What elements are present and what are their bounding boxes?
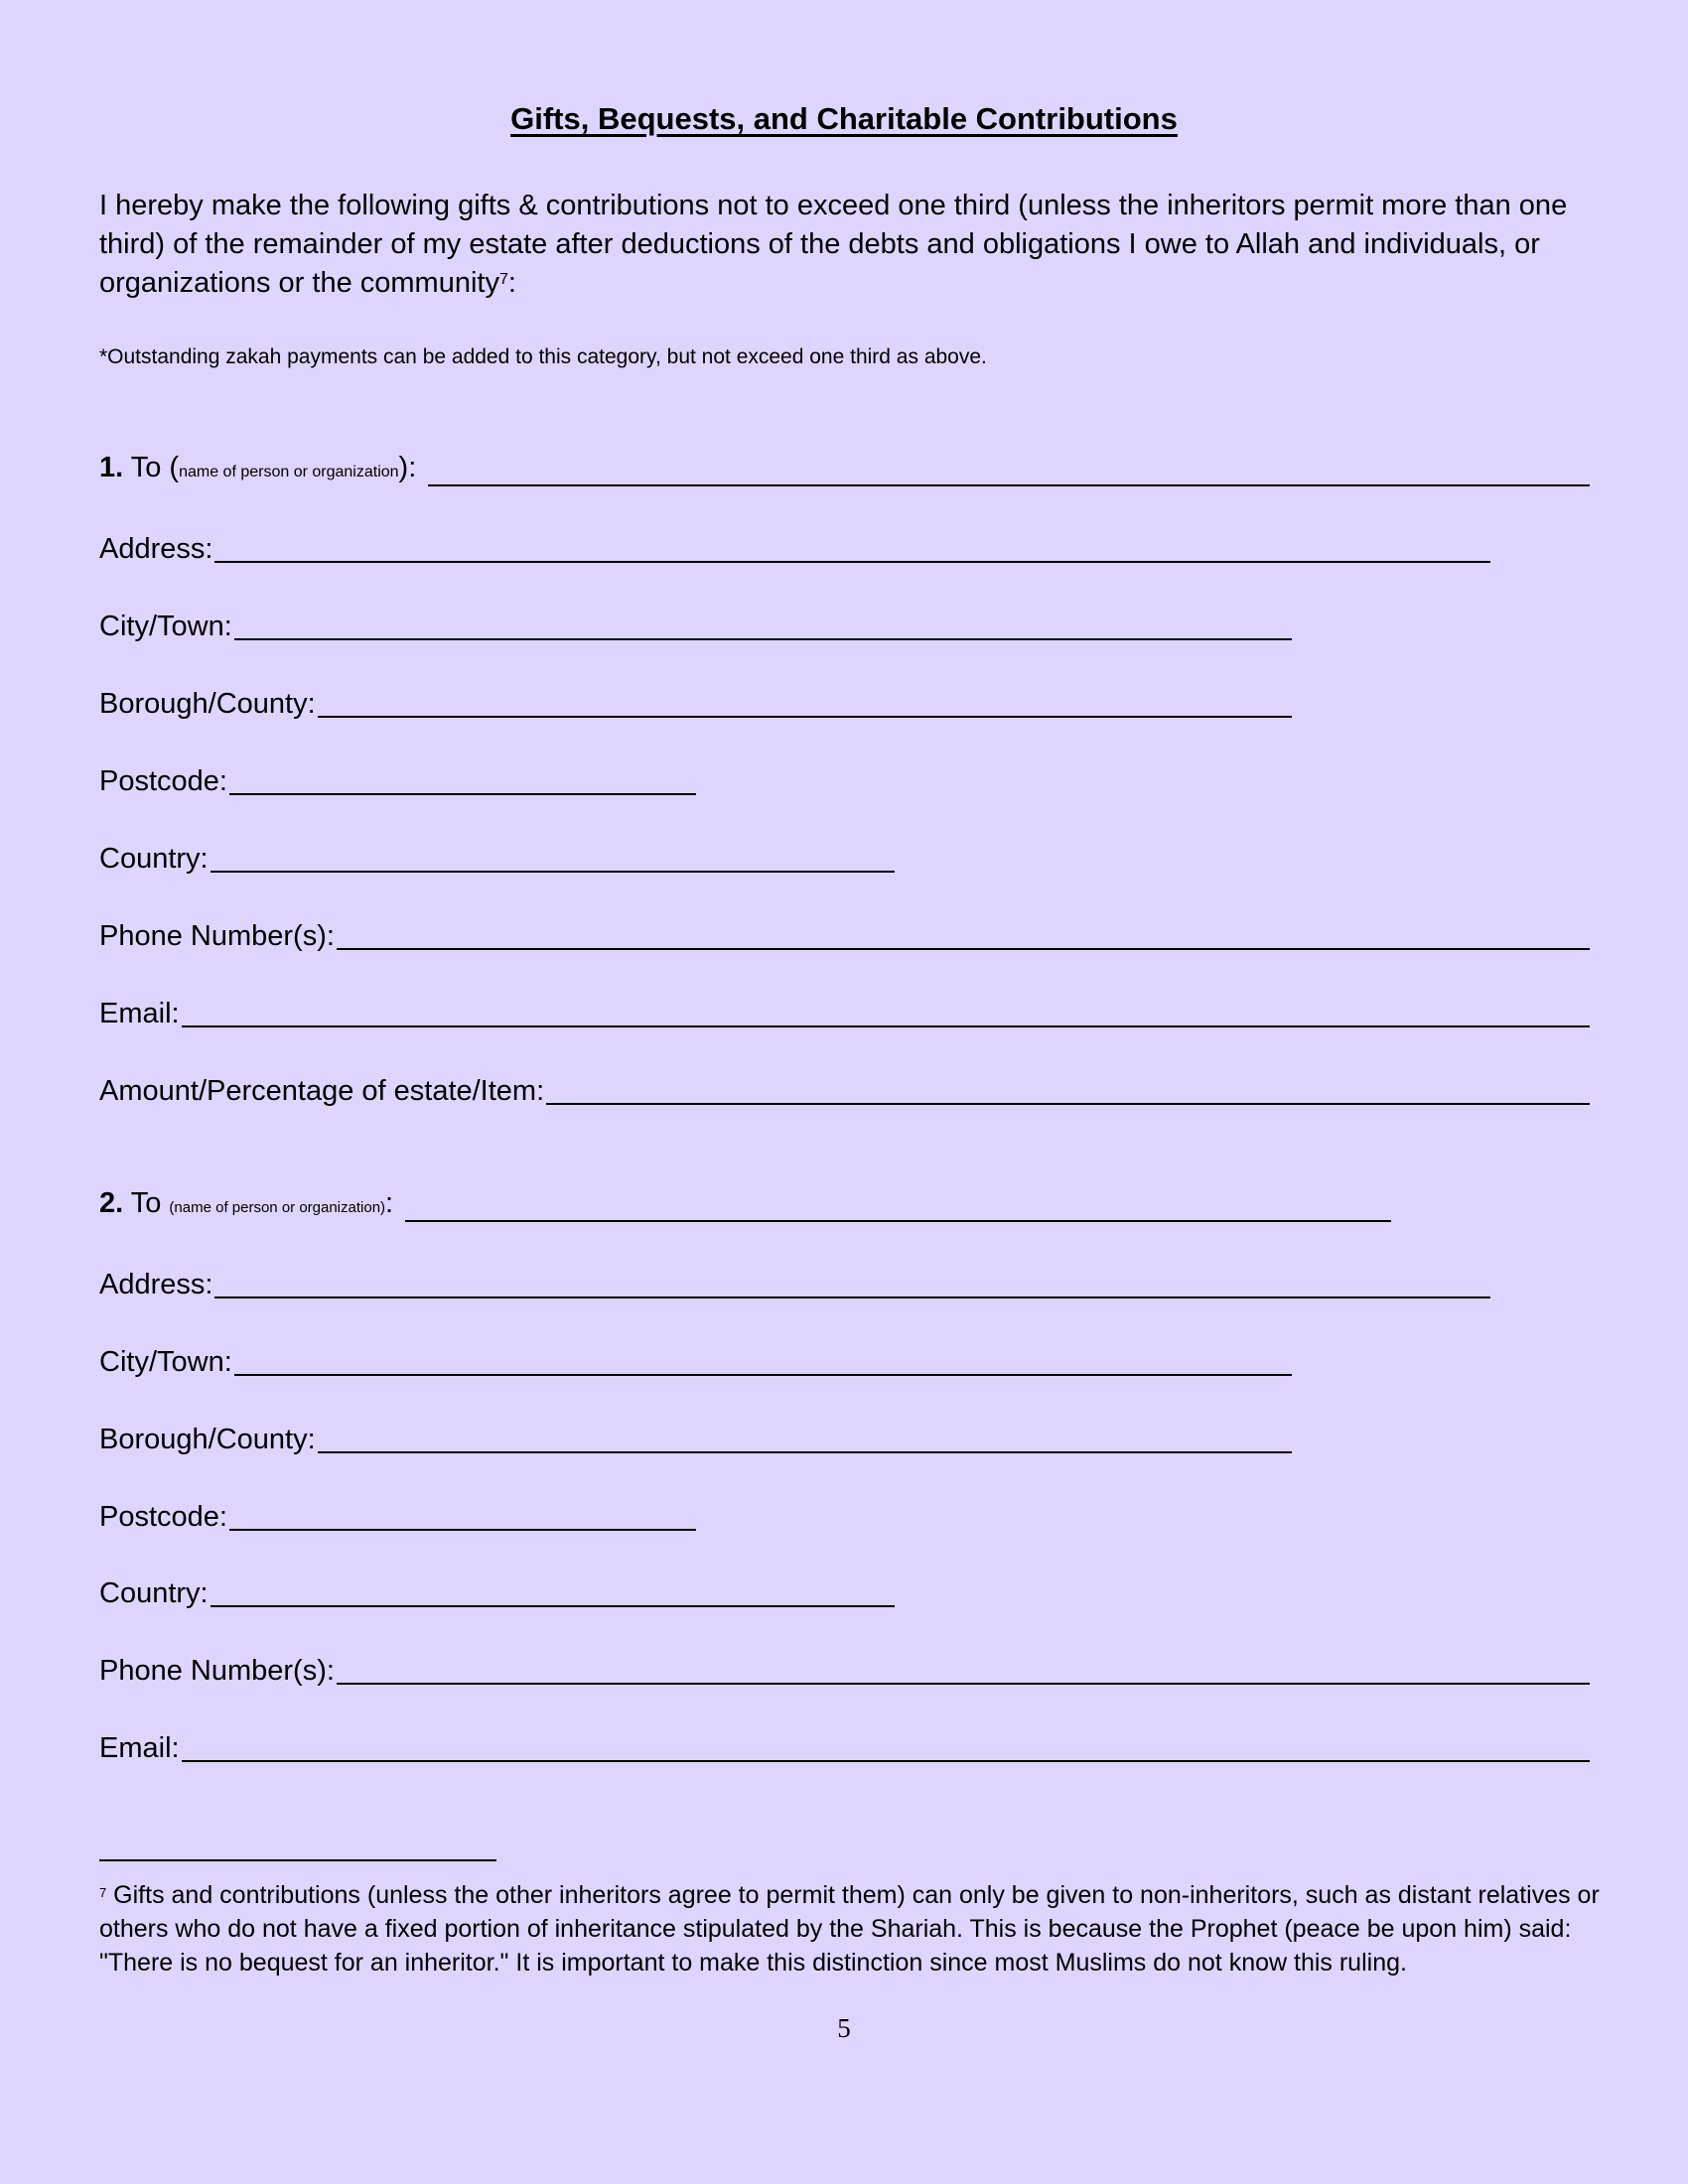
r1-to-field[interactable]: [99, 450, 1590, 489]
r2-email-field[interactable]: [99, 1725, 1590, 1765]
r1-to-hint: name of person or organization: [179, 464, 399, 480]
r1-email-line[interactable]: [182, 1025, 1590, 1027]
r2-phone-line[interactable]: [337, 1683, 1590, 1685]
r2-phone-label: Phone Number(s):: [99, 1655, 335, 1687]
intro-tail: :: [507, 267, 516, 299]
r1-country-label: Country:: [99, 843, 209, 875]
r2-to-line[interactable]: [405, 1220, 1391, 1222]
footnote: [99, 1878, 1609, 1979]
r2-to-close: :: [385, 1187, 394, 1219]
r2-address-label: Address:: [99, 1269, 213, 1300]
r1-to-close: ):: [398, 452, 417, 483]
r1-country-field[interactable]: [99, 836, 895, 876]
r2-postcode-label: Postcode:: [99, 1501, 227, 1533]
intro-text: I hereby make the following gifts & contributions not to exceed one third (unless the inheritors permit more than one third) of the remainder of my estate after deductions of the debts and obligations I owe to Allah and individuals, or organizations or the community: [99, 190, 1568, 299]
r2-to-hint: (name of person or organization): [169, 1199, 386, 1216]
r1-to-line[interactable]: [428, 484, 1590, 486]
r1-borough-label: Borough/County:: [99, 688, 316, 720]
footnote-marker: 7: [99, 1885, 107, 1900]
r2-address-line[interactable]: [214, 1297, 1490, 1298]
r2-phone-field[interactable]: [99, 1648, 1590, 1688]
r2-country-line[interactable]: [211, 1605, 895, 1607]
r1-phone-field[interactable]: [99, 913, 1590, 953]
r1-amount-field[interactable]: [99, 1068, 1590, 1108]
r1-postcode-line[interactable]: [229, 793, 696, 795]
r2-city-label: City/Town:: [99, 1346, 232, 1378]
r2-country-field[interactable]: [99, 1570, 895, 1610]
page-title: Gifts, Bequests, and Charitable Contributions: [510, 101, 1178, 136]
r2-email-line[interactable]: [182, 1760, 1590, 1762]
r2-borough-field[interactable]: [99, 1417, 1292, 1456]
r1-address-line[interactable]: [214, 561, 1490, 563]
r2-address-field[interactable]: [99, 1262, 1490, 1301]
footnote-text: Gifts and contributions (unless the other inheritors agree to permit them) can only be given to non-inheritors, such as distant relatives or others who do not have a fixed portion of inheritance stipulated by the Shariah. This is because the Prophet (peace be upon him) said: "There is no bequest for an inheritor." It is important to make this distinction since most Muslims do not know this ruling.: [99, 1881, 1600, 1977]
r1-to-label: [99, 451, 416, 489]
footnote-ref: 7: [498, 271, 508, 288]
r1-postcode-field[interactable]: [99, 758, 696, 798]
r1-address-field[interactable]: [99, 526, 1490, 566]
r2-country-label: Country:: [99, 1577, 209, 1609]
r1-address-label: Address:: [99, 533, 213, 565]
intro-paragraph: [99, 187, 1609, 303]
r1-number: 1.: [99, 452, 124, 483]
r2-city-field[interactable]: [99, 1339, 1292, 1379]
r2-email-label: Email:: [99, 1732, 180, 1764]
r1-city-label: City/Town:: [99, 611, 232, 642]
r2-to-field[interactable]: [99, 1185, 1391, 1225]
zakah-note: *Outstanding zakah payments can be added to this category, but not exceed one third as above.: [99, 345, 987, 368]
footnote-divider: [99, 1859, 496, 1861]
r1-borough-field[interactable]: [99, 681, 1292, 721]
r2-postcode-line[interactable]: [229, 1529, 696, 1531]
page-number: 5: [837, 2013, 851, 2043]
r1-email-label: Email:: [99, 998, 180, 1029]
r1-city-line[interactable]: [234, 638, 1292, 640]
r1-phone-line[interactable]: [337, 948, 1590, 950]
r2-postcode-field[interactable]: [99, 1494, 696, 1534]
r2-borough-label: Borough/County:: [99, 1424, 316, 1455]
r1-borough-line[interactable]: [318, 716, 1292, 718]
r1-amount-label: Amount/Percentage of estate/Item:: [99, 1075, 545, 1107]
r2-to-label: [99, 1186, 393, 1225]
r1-email-field[interactable]: [99, 991, 1590, 1030]
r1-city-field[interactable]: [99, 604, 1292, 643]
r2-city-line[interactable]: [234, 1374, 1292, 1376]
r1-phone-label: Phone Number(s):: [99, 920, 335, 952]
r1-to-text: To (: [130, 452, 180, 483]
r1-country-line[interactable]: [211, 871, 895, 873]
r2-number: 2.: [99, 1187, 124, 1219]
r2-borough-line[interactable]: [318, 1451, 1292, 1453]
r2-to-text: To: [130, 1187, 170, 1219]
r1-postcode-label: Postcode:: [99, 765, 227, 797]
r1-amount-line[interactable]: [546, 1103, 1590, 1105]
